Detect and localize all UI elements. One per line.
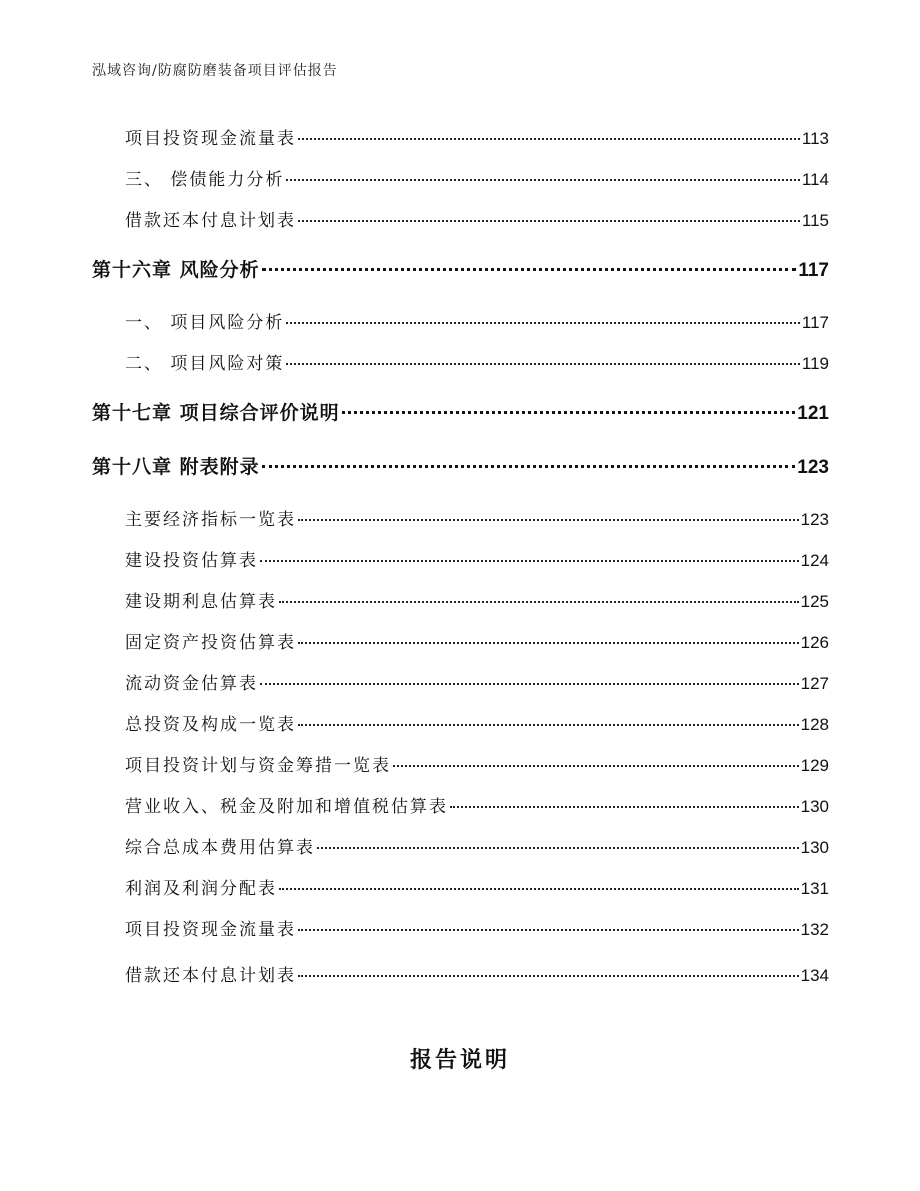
toc-entry-title: 利润及利润分配表: [125, 879, 277, 899]
toc-chapter-page: 123: [797, 457, 829, 478]
toc-leader-dots: [298, 723, 799, 726]
toc-entry[interactable]: [125, 961, 829, 986]
toc-entry-title: 项目投资现金流量表: [125, 129, 296, 149]
toc-entry-page: 128: [800, 715, 829, 734]
toc-entry-page: 115: [801, 211, 829, 230]
toc-entry-title: 总投资及构成一览表: [125, 715, 296, 735]
toc-chapter-title: 第十八章 附表附录: [92, 456, 260, 478]
toc-entry[interactable]: [125, 710, 829, 735]
toc-entry-page: 129: [800, 756, 829, 775]
toc-entry-page: 125: [800, 592, 829, 611]
toc-entry[interactable]: [125, 349, 829, 374]
toc-entry-title: 综合总成本费用估算表: [125, 838, 315, 858]
toc-entry[interactable]: [125, 833, 829, 858]
toc-entry-page: 117: [801, 313, 829, 332]
toc-entry[interactable]: [125, 915, 829, 940]
toc-entry-page: 123: [800, 510, 829, 529]
toc-leader-dots: [317, 846, 799, 849]
toc-entry[interactable]: [125, 505, 829, 530]
toc-entry-title: 营业收入、税金及附加和增值税估算表: [125, 797, 448, 817]
toc-entry[interactable]: [125, 874, 829, 899]
toc-entry-page: 130: [800, 797, 829, 816]
toc-leader-dots: [298, 518, 799, 521]
toc-entry-page: 124: [800, 551, 829, 570]
toc-chapter-title: 第十七章 项目综合评价说明: [92, 402, 340, 424]
toc-entry-title: 三、 偿债能力分析: [125, 170, 285, 190]
toc-entry[interactable]: [125, 308, 829, 333]
toc-leader-dots: [286, 321, 799, 324]
toc-entry-page: 130: [800, 838, 829, 857]
toc-leader-dots: [393, 764, 799, 767]
toc-entry-title: 流动资金估算表: [125, 674, 258, 694]
toc-leader-dots: [298, 219, 800, 222]
toc-leader-dots: [279, 600, 799, 603]
toc-chapter-title: 第十六章 风险分析: [92, 259, 260, 281]
toc-leader-dots: [342, 410, 796, 414]
toc-leader-dots: [286, 362, 799, 365]
toc-entry-title: 建设期利息估算表: [125, 592, 277, 612]
toc-entry-page: 113: [801, 129, 829, 148]
toc-entry[interactable]: [125, 587, 829, 612]
toc-entry-page: 132: [800, 920, 829, 939]
toc-chapter-page: 121: [797, 403, 829, 424]
toc-entry[interactable]: [125, 792, 829, 817]
toc-entry[interactable]: [125, 165, 829, 190]
toc-entry[interactable]: [125, 669, 829, 694]
toc-entry[interactable]: [125, 546, 829, 571]
toc-chapter[interactable]: [92, 452, 829, 479]
toc-entry[interactable]: [125, 751, 829, 776]
toc-entry-title: 二、 项目风险对策: [125, 354, 285, 374]
toc-leader-dots: [286, 178, 799, 181]
running-header: 泓域咨询/防腐防磨装备项目评估报告: [92, 63, 338, 79]
toc-chapter-page: 117: [798, 260, 829, 281]
toc-chapter[interactable]: [92, 398, 829, 425]
toc-leader-dots: [298, 641, 799, 644]
toc-entry-title: 项目投资计划与资金筹措一览表: [125, 756, 391, 776]
toc-entry-title: 主要经济指标一览表: [125, 510, 296, 530]
toc-entry-page: 127: [800, 674, 829, 693]
toc-leader-dots: [260, 559, 799, 562]
toc-leader-dots: [298, 928, 799, 931]
toc-entry-page: 131: [800, 879, 829, 898]
section-heading: 报告说明: [409, 1047, 510, 1073]
toc-entry-page: 114: [801, 170, 829, 189]
toc-leader-dots: [298, 974, 799, 977]
toc-leader-dots: [262, 267, 797, 271]
toc-entry-page: 119: [801, 354, 829, 373]
toc-entry-title: 建设投资估算表: [125, 551, 258, 571]
toc-entry-title: 固定资产投资估算表: [125, 633, 296, 653]
toc-leader-dots: [298, 137, 800, 140]
toc-entry-title: 借款还本付息计划表: [125, 211, 296, 231]
toc-entry[interactable]: [125, 124, 829, 149]
toc-entry-page: 134: [800, 966, 829, 985]
toc-leader-dots: [262, 464, 796, 468]
toc-entry-title: 借款还本付息计划表: [125, 966, 296, 986]
toc-entry-title: 项目投资现金流量表: [125, 920, 296, 940]
toc-chapter[interactable]: [92, 255, 829, 282]
toc-leader-dots: [279, 887, 799, 890]
toc-entry-title: 一、 项目风险分析: [125, 313, 285, 333]
toc-entry[interactable]: [125, 628, 829, 653]
toc-entry-page: 126: [800, 633, 829, 652]
toc-leader-dots: [450, 805, 799, 808]
toc-entry[interactable]: [125, 206, 829, 231]
toc-leader-dots: [260, 682, 799, 685]
